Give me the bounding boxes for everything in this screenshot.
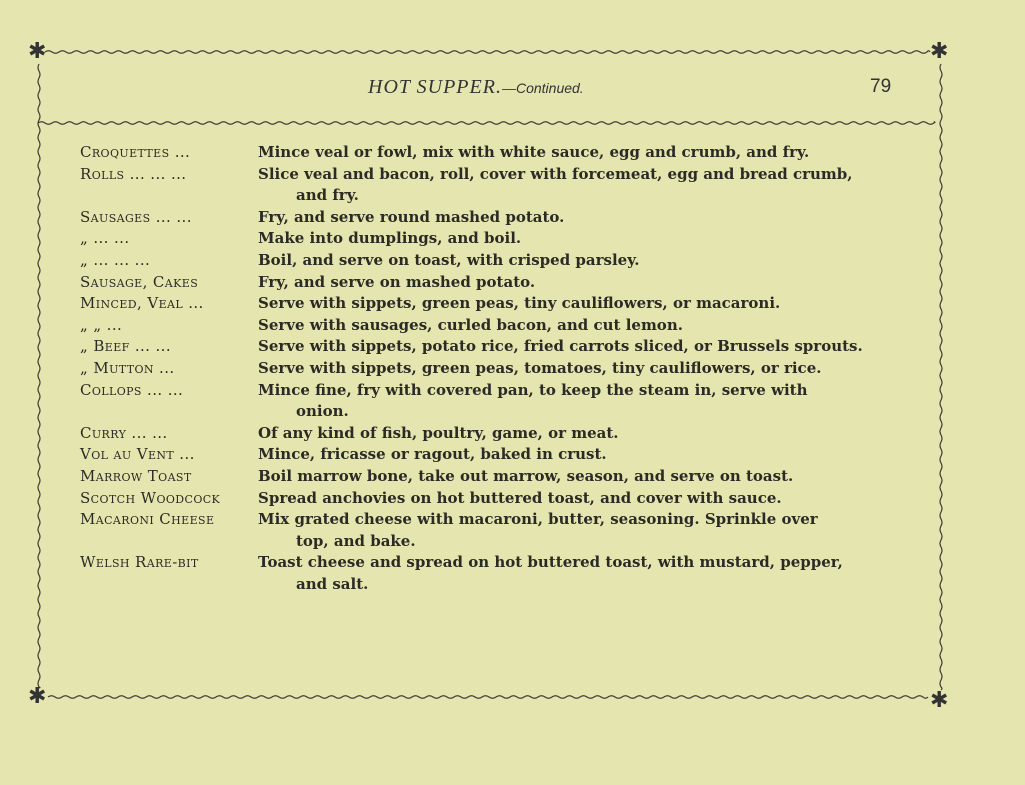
instruction-line: Spread anchovies on hot buttered toast, and cover with sauce. [258, 488, 782, 507]
instruction-line: top, and bake. [296, 531, 416, 550]
dish-name: Macaroni Cheese [80, 510, 215, 529]
instruction-line: Serve with sausages, curled bacon, and cut lemon. [258, 315, 683, 334]
list-item [80, 358, 950, 380]
instruction-line: Toast cheese and spread on hot buttered toast, with mustard, pepper, [258, 553, 843, 572]
instruction-line: Mince fine, fry with covered pan, to keep the steam in, serve with [258, 380, 808, 399]
dish-instructions [258, 358, 926, 380]
instruction-line: Serve with sippets, green peas, tiny cauliflowers, or macaroni. [258, 294, 781, 313]
instruction-line: Serve with sippets, green peas, tomatoes, tiny cauliflowers, or rice. [258, 358, 822, 377]
dish-name: Vol au Vent ... [80, 445, 195, 464]
list-item [80, 444, 950, 466]
dish-name: Croquettes ... [80, 143, 191, 161]
corner-ornament-icon: ✱ [28, 684, 47, 709]
dish-instructions [258, 250, 926, 272]
page-number: 79 [870, 76, 892, 97]
instruction-line: Mix grated cheese with macaroni, butter, seasoning. Sprinkle over [258, 510, 818, 529]
list-item [80, 552, 950, 595]
list-item [80, 272, 950, 294]
dish-name: Rolls ... ... ... [80, 164, 187, 183]
instruction-line: Of any kind of fish, poultry, game, or meat. [258, 423, 619, 442]
dish-instructions [258, 552, 926, 595]
dish-instructions [258, 444, 926, 466]
dish-name: Sausages ... ... [80, 207, 192, 226]
page-title-text: HOT SUPPER. [368, 76, 502, 98]
dish-name: Minced, Veal ... [80, 294, 204, 313]
dish-instructions [258, 228, 926, 250]
dish-name: „ Mutton ... [80, 358, 175, 377]
list-item [80, 142, 950, 164]
dish-instructions [258, 488, 926, 510]
list-item [80, 228, 950, 250]
dish-instructions [258, 293, 926, 315]
dish-instructions [258, 207, 926, 229]
instruction-line: Mince veal or fowl, mix with white sauce, egg and crumb, and fry. [258, 143, 810, 161]
list-item [80, 293, 950, 315]
recipe-list [80, 142, 950, 595]
instruction-line: and salt. [296, 574, 369, 593]
dish-instructions [258, 380, 926, 423]
list-item [80, 466, 950, 488]
list-item [80, 164, 950, 207]
list-item [80, 423, 950, 445]
dish-name: Welsh Rare-bit [80, 553, 199, 572]
instruction-line: Boil, and serve on toast, with crisped parsley. [258, 250, 640, 269]
list-item [80, 250, 950, 272]
dish-instructions [258, 272, 926, 294]
instruction-line: Slice veal and bacon, roll, cover with forcemeat, egg and bread crumb, [258, 164, 853, 183]
continued-label: —Continued. [501, 80, 584, 96]
dish-name: „ ... ... ... [80, 250, 151, 269]
dish-instructions [258, 315, 926, 337]
dish-name: Scotch Woodcock [80, 488, 221, 507]
instruction-line: Serve with sippets, potato rice, fried carrots sliced, or Brussels sprouts. [258, 337, 863, 356]
dish-name: Collops ... ... [80, 380, 184, 399]
dish-instructions [258, 423, 926, 445]
list-item [80, 315, 950, 337]
list-item [80, 336, 950, 358]
dish-instructions [258, 336, 926, 358]
instruction-line: Fry, and serve on mashed potato. [258, 272, 536, 291]
dish-name: Curry ... ... [80, 423, 168, 442]
instruction-line: Mince, fricasse or ragout, baked in crust. [258, 445, 607, 464]
dish-instructions [258, 509, 926, 552]
instruction-line: and fry. [296, 186, 359, 205]
dish-instructions [258, 466, 926, 488]
dish-name: Sausage, Cakes [80, 272, 199, 291]
dish-name: Marrow Toast [80, 466, 192, 485]
list-item [80, 509, 950, 552]
instruction-line: Boil marrow bone, take out marrow, season, and serve on toast. [258, 466, 794, 485]
page-title [368, 76, 584, 99]
dish-instructions [258, 164, 926, 207]
corner-ornament-icon: ✱ [28, 39, 47, 64]
instruction-line: Make into dumplings, and boil. [258, 229, 522, 248]
list-item [80, 207, 950, 229]
corner-ornament-icon: ✱ [930, 39, 949, 64]
instruction-line: Fry, and serve round mashed potato. [258, 207, 565, 226]
dish-name: „ „ ... [80, 315, 123, 334]
list-item [80, 380, 950, 423]
corner-ornament-icon: ✱ [930, 688, 949, 713]
instruction-line: onion. [296, 402, 349, 421]
list-item [80, 488, 950, 510]
dish-instructions [258, 142, 926, 164]
dish-name: „ ... ... [80, 229, 130, 248]
dish-name: „ Beef ... ... [80, 337, 171, 356]
